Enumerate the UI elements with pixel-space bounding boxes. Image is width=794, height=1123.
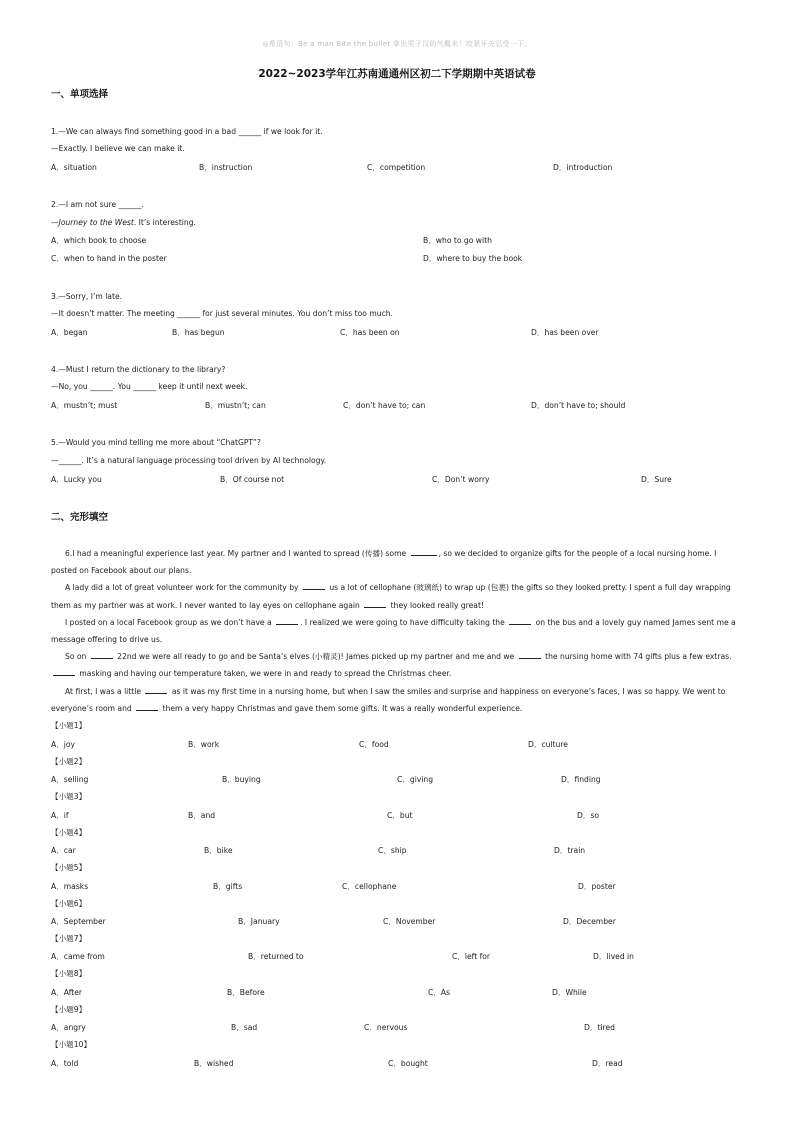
subquestion-9-tag: 【小题9】 <box>51 1005 87 1014</box>
subquestion-7-tag: 【小题7】 <box>51 934 87 943</box>
q2-option-b[interactable]: B．who to go with <box>423 236 492 245</box>
motto-line: ◎希语句：Be a man Bite the bullet 拿出男子汉的气概来！咬紧牙关忍受一下。 <box>262 40 532 48</box>
sub7-option-b[interactable]: B．returned to <box>248 952 304 961</box>
sub7-option-d[interactable]: D．lived in <box>593 952 634 961</box>
q3-option-d[interactable]: D．has been over <box>531 328 599 337</box>
q5-option-c[interactable]: C．Don’t worry <box>432 475 490 484</box>
sub2-option-c[interactable]: C．giving <box>397 775 434 784</box>
cloze-paragraph-2: A lady did a lot of great volunteer work for the community by us a lot of cellophane (玻璃纸) to wrap up (包裹) the gifts so they looked pretty. I spent a full day wrapping them as my partner was at work. I never wanted to lay eyes on cellophane again they looked really great! <box>51 583 731 610</box>
book-title: Journey to the West <box>58 218 134 227</box>
sub8-option-c[interactable]: C．As <box>428 988 451 997</box>
question-1-response: —Exactly. I believe we can make it. <box>51 144 185 153</box>
cloze-paragraph-1: 6.I had a meaningful experience last year. My partner and I wanted to spread (传播) some , so we decided to organize gifts for the people of a local nursing home. I posted on Facebook about our plans. <box>51 549 717 576</box>
blank-5[interactable] <box>509 616 531 625</box>
sub1-option-a[interactable]: A．joy <box>51 740 76 749</box>
sub2-option-a[interactable]: A．selling <box>51 775 89 784</box>
sub3-option-d[interactable]: D．so <box>577 811 600 820</box>
question-2-stem: 2.—I am not sure ______. <box>51 200 144 209</box>
q1-option-c[interactable]: C．competition <box>367 163 426 172</box>
sub4-option-a[interactable]: A．car <box>51 846 76 855</box>
sub3-option-c[interactable]: C．but <box>387 811 413 820</box>
page-title: 2022~2023学年江苏南通通州区初二下学期期中英语试卷 <box>258 68 536 80</box>
sub9-option-d[interactable]: D．tired <box>584 1023 615 1032</box>
sub5-option-c[interactable]: C．cellophane <box>342 882 397 891</box>
sub5-option-d[interactable]: D．poster <box>578 882 616 891</box>
subquestion-1-tag: 【小题1】 <box>51 721 87 730</box>
subquestion-3-tag: 【小题3】 <box>51 792 87 801</box>
sub1-option-d[interactable]: D．culture <box>528 740 568 749</box>
q1-option-b[interactable]: B．instruction <box>199 163 253 172</box>
blank-1[interactable] <box>411 547 437 556</box>
sub2-option-b[interactable]: B．buying <box>222 775 261 784</box>
q2-option-d[interactable]: D．where to buy the book <box>423 254 523 263</box>
cloze-paragraph-3: I posted on a local Facebook group as we don’t have a . I realized we were going to have difficulty taking the on the bus and a lovely guy named James sent me a message offering to drive us. <box>51 617 736 645</box>
blank-7[interactable] <box>519 650 541 659</box>
sub4-option-d[interactable]: D．train <box>554 846 586 855</box>
blank-9[interactable] <box>145 685 167 694</box>
dash: — <box>51 218 59 227</box>
sub9-option-b[interactable]: B．sad <box>231 1023 258 1032</box>
sub4-option-c[interactable]: C．ship <box>378 846 407 855</box>
sub10-option-a[interactable]: A．told <box>51 1059 79 1068</box>
q2-option-c[interactable]: C．when to hand in the poster <box>51 254 167 263</box>
question-5-stem: 5.—Would you mind telling me more about “ChatGPT”? <box>51 438 261 447</box>
cloze-passage <box>51 545 741 717</box>
sub3-option-b[interactable]: B．and <box>188 811 216 820</box>
sub10-option-d[interactable]: D．read <box>592 1059 623 1068</box>
sub8-option-d[interactable]: D．While <box>552 988 587 997</box>
sub10-option-c[interactable]: C．bought <box>388 1059 428 1068</box>
section-heading-cloze: 二、完形填空 <box>51 512 109 523</box>
sub7-option-a[interactable]: A．came from <box>51 952 105 961</box>
subquestion-4-tag: 【小题4】 <box>51 828 87 837</box>
question-5-response: —______. It’s a natural language processing tool driven by AI technology. <box>51 456 327 465</box>
q3-option-b[interactable]: B．has begun <box>172 328 225 337</box>
subquestion-8-tag: 【小题8】 <box>51 969 87 978</box>
q5-option-d[interactable]: D．Sure <box>641 475 672 484</box>
subquestion-2-tag: 【小题2】 <box>51 757 87 766</box>
blank-10[interactable] <box>136 702 158 711</box>
sub5-option-b[interactable]: B．gifts <box>213 882 243 891</box>
sub6-option-c[interactable]: C．November <box>383 917 436 926</box>
q1-option-a[interactable]: A．situation <box>51 163 97 172</box>
subquestion-6-tag: 【小题6】 <box>51 899 87 908</box>
sub9-option-c[interactable]: C．nervous <box>364 1023 408 1032</box>
sub5-option-a[interactable]: A．masks <box>51 882 89 891</box>
response-rest: . It’s interesting. <box>133 218 196 227</box>
q3-option-a[interactable]: A．began <box>51 328 88 337</box>
cloze-paragraph-5: At first, I was a little as it was my first time in a nursing home, but when I saw the smiles and surprise and happiness on everyone’s faces, I was so happy. We went to everyone’s room and them a very happy Christmas and gave them some gifts. It was a really wonderful experience. <box>51 686 726 713</box>
sub3-option-a[interactable]: A．if <box>51 811 69 820</box>
blank-3[interactable] <box>364 599 386 608</box>
q2-option-a[interactable]: A．which book to choose <box>51 236 147 245</box>
sub8-option-b[interactable]: B．Before <box>227 988 265 997</box>
q5-option-b[interactable]: B．Of course not <box>220 475 285 484</box>
blank-2[interactable] <box>303 581 325 590</box>
blank-6[interactable] <box>91 650 113 659</box>
sub7-option-c[interactable]: C．left for <box>452 952 491 961</box>
q3-option-c[interactable]: C．has been on <box>340 328 400 337</box>
question-4-response: —No, you ______. You ______ keep it until next week. <box>51 382 248 391</box>
sub2-option-d[interactable]: D．finding <box>561 775 601 784</box>
sub6-option-a[interactable]: A．September <box>51 917 106 926</box>
sub10-option-b[interactable]: B．wished <box>194 1059 234 1068</box>
sub1-option-c[interactable]: C．food <box>359 740 389 749</box>
question-3-response: —It doesn’t matter. The meeting ______ for just several minutes. You don’t miss too much. <box>51 309 393 318</box>
cloze-paragraph-4: So on 22nd we were all ready to go and be Santa’s elves (小精灵)! James picked up my partner and me and we the nursing home with 74 gifts plus a few extras. masking and having our temperature taken, we were in and ready to spread the Christmas cheer. <box>51 648 741 682</box>
section-heading-single-choice: 一、单项选择 <box>51 89 109 100</box>
sub6-option-b[interactable]: B．January <box>238 917 280 926</box>
q4-option-b[interactable]: B．mustn’t; can <box>205 401 266 410</box>
sub9-option-a[interactable]: A．angry <box>51 1023 86 1032</box>
sub1-option-b[interactable]: B．work <box>188 740 220 749</box>
blank-8[interactable] <box>53 667 75 676</box>
q5-option-a[interactable]: A．Lucky you <box>51 475 102 484</box>
question-4-stem: 4.—Must I return the dictionary to the library? <box>51 365 226 374</box>
q1-option-d[interactable]: D．introduction <box>553 163 613 172</box>
subquestion-10-tag: 【小题10】 <box>51 1040 92 1049</box>
sub8-option-a[interactable]: A．After <box>51 988 83 997</box>
subquestion-5-tag: 【小题5】 <box>51 863 87 872</box>
q4-option-c[interactable]: C．don’t have to; can <box>343 401 426 410</box>
question-3-stem: 3.—Sorry, I’m late. <box>51 292 123 301</box>
q4-option-d[interactable]: D．don’t have to; should <box>531 401 626 410</box>
question-1-stem: 1.—We can always find something good in a bad ______ if we look for it. <box>51 127 323 136</box>
sub4-option-b[interactable]: B．bike <box>204 846 233 855</box>
blank-4[interactable] <box>276 616 298 625</box>
q4-option-a[interactable]: A．mustn’t; must <box>51 401 118 410</box>
sub6-option-d[interactable]: D．December <box>563 917 616 926</box>
question-2-response <box>51 218 196 227</box>
